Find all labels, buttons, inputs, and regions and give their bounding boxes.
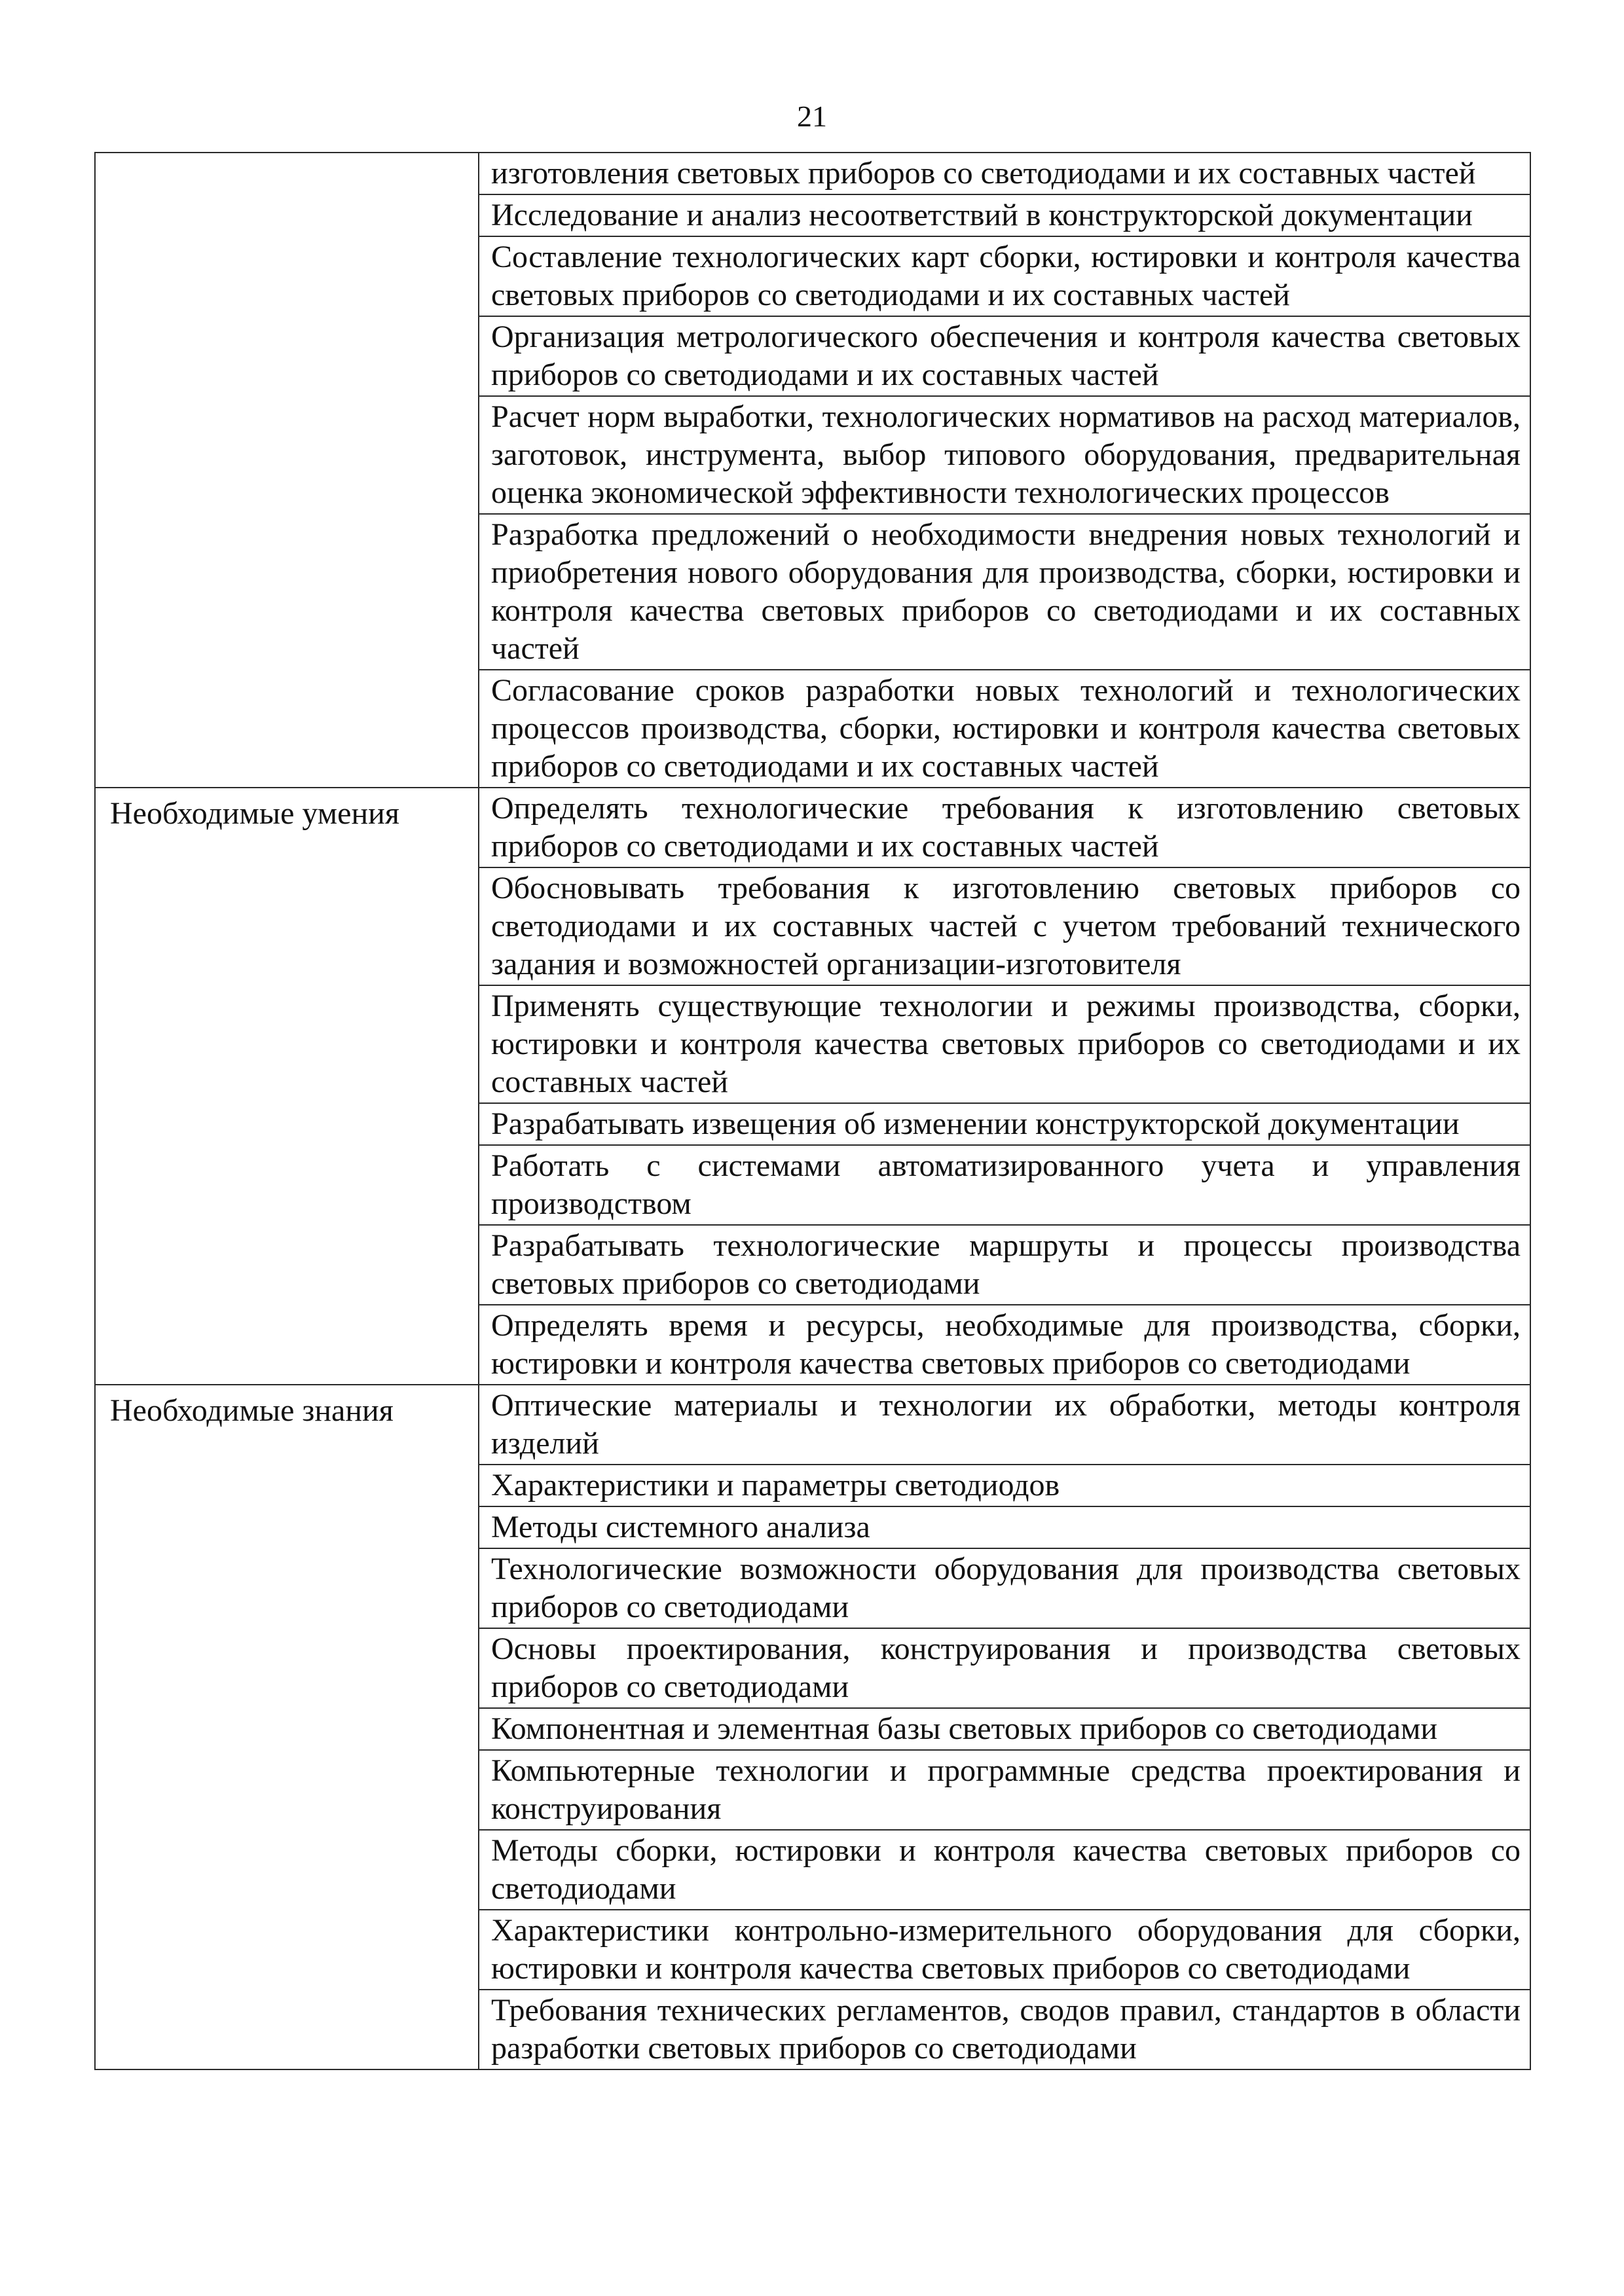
table-cell-item [479,670,1530,788]
item-text: Составление технологических карт сборки, юстировки и контроля качества световых приборов со светодиодами и их составных частей [491,240,1521,312]
item-text: Требования технических регламентов, сводов правил, стандартов в области разработки световых приборов со светодиодами [491,1993,1521,2066]
item-text: Исследование и анализ несоответствий в конструкторской документации [491,198,1473,232]
table-cell-item [479,985,1530,1103]
table-cell-item [479,194,1530,236]
requirements-table-body [95,153,1530,2069]
table-cell-item [479,1385,1530,1465]
item-text: Оптические материалы и технологии их обработки, методы контроля изделий [491,1388,1521,1461]
item-text: Компьютерные технологии и программные средства проектирования и конструирования [491,1753,1521,1826]
item-text: Методы системного анализа [491,1510,870,1544]
table-cell-item [479,1910,1530,1990]
item-text: Разработка предложений о необходимости внедрения новых технологий и приобретения нового оборудования для производства, сборки, юстировки и контроля качества световых приборов со светодиодами и их составных частей [491,517,1521,666]
item-text: Согласование сроков разработки новых технологий и технологических процессов производства, сборки, юстировки и контроля качества световых приборов со светодиодами и их составных частей [491,673,1521,784]
table-row [95,1385,1530,1465]
item-text: Разрабатывать технологические маршруты и процессы производства световых приборов со светодиодами [491,1228,1521,1301]
page-number: 21 [797,100,827,133]
table-cell-item [479,396,1530,514]
table-cell-item [479,1225,1530,1305]
table-row [95,153,1530,194]
item-text: Методы сборки, юстировки и контроля качества световых приборов со светодиодами [491,1833,1521,1906]
table-cell-item [479,1465,1530,1506]
table-cell-item [479,1708,1530,1750]
section-title-necessary-skills: Необходимые умения [95,788,479,1385]
table-cell-item [479,153,1530,194]
item-text: Компонентная и элементная базы световых приборов со светодиодами [491,1711,1438,1746]
table-cell-item [479,1830,1530,1910]
table-cell-item [479,1305,1530,1385]
table-cell-item [479,788,1530,867]
table-cell-item [479,1750,1530,1830]
item-text: Обосновывать требования к изготовлению световых приборов со светодиодами и их составных частей с учетом требований технического задания и возможностей организации-изготовителя [491,871,1521,981]
item-text: Характеристики контрольно-измерительного оборудования для сборки, юстировки и контроля качества световых приборов со светодиодами [491,1913,1521,1986]
table-cell-item [479,316,1530,396]
section-title-necessary-knowledge: Необходимые знания [95,1385,479,2069]
item-text: Организация метрологического обеспечения и контроля качества световых приборов со светодиодами и их составных частей [491,319,1521,392]
item-text: Определять время и ресурсы, необходимые для производства, сборки, юстировки и контроля качества световых приборов со светодиодами [491,1308,1521,1381]
table-cell-item [479,1506,1530,1548]
item-text: Работать с системами автоматизированного учета и управления производством [491,1148,1521,1221]
requirements-table [94,152,1531,2070]
table-cell-item [479,1103,1530,1145]
table-cell-item [479,1990,1530,2069]
item-text: Расчет норм выработки, технологических нормативов на расход материалов, заготовок, инструмента, выбор типового оборудования, предварительная оценка экономической эффективности технологических процессов [491,399,1521,510]
item-text: изготовления световых приборов со светодиодами и их составных частей [491,156,1476,191]
table-cell-item [479,1548,1530,1628]
table-cell-item [479,1628,1530,1708]
item-text: Применять существующие технологии и режимы производства, сборки, юстировки и контроля качества световых приборов со светодиодами и их составных частей [491,989,1521,1099]
item-text: Характеристики и параметры светодиодов [491,1468,1060,1503]
item-text: Разрабатывать извещения об изменении конструкторской документации [491,1106,1460,1141]
item-text: Основы проектирования, конструирования и производства световых приборов со светодиодами [491,1631,1521,1704]
table-cell-item [479,514,1530,670]
table-cell-item [479,1145,1530,1225]
table-row [95,788,1530,867]
section-title-continued-section [95,153,479,788]
table-cell-item [479,236,1530,316]
table-cell-item [479,867,1530,985]
item-text: Технологические возможности оборудования для производства световых приборов со светодиодами [491,1552,1521,1624]
item-text: Определять технологические требования к изготовлению световых приборов со светодиодами и их составных частей [491,791,1521,864]
